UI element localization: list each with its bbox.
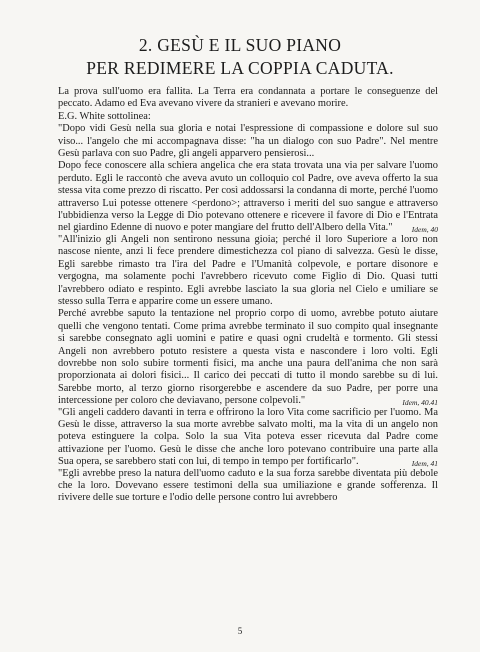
page-title	[0, 34, 480, 80]
quote-2: "All'inizio gli Angeli non sentirono nessuna gioia; perché il loro Superiore a loro non nascose niente, anzi li fece prendere dimestichezza col piano di salvezza. Gesù le disse, Egli sarebbe rimasto tra l'ira del Padre e l'Umanità colpevole, e portare disonore e vergogna, ma solamente pochi l'avrebbero ricevuto come Figlio di Dio. Quasi tutti l'avrebbero odiato e respinto. Egli avrebbe lasciato la sua gloria nel Cielo e umiliare se stesso sulla Terra e apparire come un essere umano.	[58, 233, 438, 307]
author-line: E.G. White sottolinea:	[58, 110, 151, 122]
citation-3: Idem, 41	[411, 458, 438, 468]
body-text	[58, 86, 438, 505]
quote-1-continuation: Dopo fece conoscere alla schiera angelica che era stata trovata una via per salvare l'uomo perduto. Egli le raccontò che aveva avuto un colloquio col Padre, ove aveva offerto la sua stessa vita come prezzo di riscatto. Per così addossarsi la condanna di morte, perché l'uomo attraverso Lui potesse ottenere <perdono>; attraverso i meriti del suo sangue e attraverso l'ubbidienza verso la Legge di Dio potevano ottenere e ricevere il favore di Dio e l'Entrata nel giardino Edenne di nuovo e poter mangiare del frutto dell'Albero della Vita."	[58, 160, 438, 234]
citation-2: Idem, 40.41	[402, 397, 438, 407]
title-line-1: 2. GESÙ E IL SUO PIANO	[138, 35, 342, 55]
quote-2-continuation: Perché avrebbe saputo la tentazione nel proprio corpo di uomo, avrebbe potuto aiutare quelli che vengono tentati. Come prima avrebbe terminato il suo compito qual insegnante si sarebbe consegnato agli uomini e patire e quasi ogni crudeltà e tormento. Gli stessi Angeli non avrebbero potuto resistere a questa vista e nascondere i loro volti. Egli dovrebbe non solo subire tormenti fisici, ma anche una paura dell'anima che non sarà proporzionata ai dolori fisici... Il carico dei peccati di tutto il mondo sarebbe su di lui. Sarebbe morto, al terzo giorno risorgerebbe e ascendere da suo Padre, per porre una intercessione per coloro che deviavano, persone colpevoli."	[58, 308, 438, 407]
title-line-2: PER REDIMERE LA COPPIA CADUTA.	[86, 58, 394, 78]
quote-4: "Egli avrebbe preso la natura dell'uomo caduto e la sua forza sarebbe diventata più debole che la loro. Dovevano essere testimoni della sua umiliazione e grande sofferenza. Il rivivere delle sue torture e l'odio delle persone contro lui avrebbero	[58, 467, 438, 504]
page-number: 5	[237, 626, 243, 636]
citation-1: Idem, 40	[411, 224, 438, 234]
quote-3: "Gli angeli caddero davanti in terra e offrirono la loro Vita come sacrificio per l'uomo. Ma Gesù le disse, attraverso la sua morte avrebbe salvato molti, ma la vita di un angelo non poteva estinguere la colpa. Solo la sua Vita poteva esser ricevuta dal Padre come attivazione per l'uomo. Gesù le disse che anche loro potevano contribuire una parte alla Sua opera, se sarebbero stati con lui, di tempo in tempo per fortificarlo".	[58, 406, 438, 468]
quote-1: "Dopo vidi Gesù nella sua gloria e notai l'espressione di compassione e dolore sul suo viso... l'angelo che mi accompagnava disse: "ha un dialogo con suo Padre". Nel mentre Gesù parlava con suo Padre, gli angeli apparvero pensierosi...	[58, 123, 438, 160]
intro-paragraph: La prova sull'uomo era fallita. La Terra era condannata a portare le conseguenze del peccato. Adamo ed Eva avevano vivere da stranieri e avevano morire.	[58, 86, 438, 110]
